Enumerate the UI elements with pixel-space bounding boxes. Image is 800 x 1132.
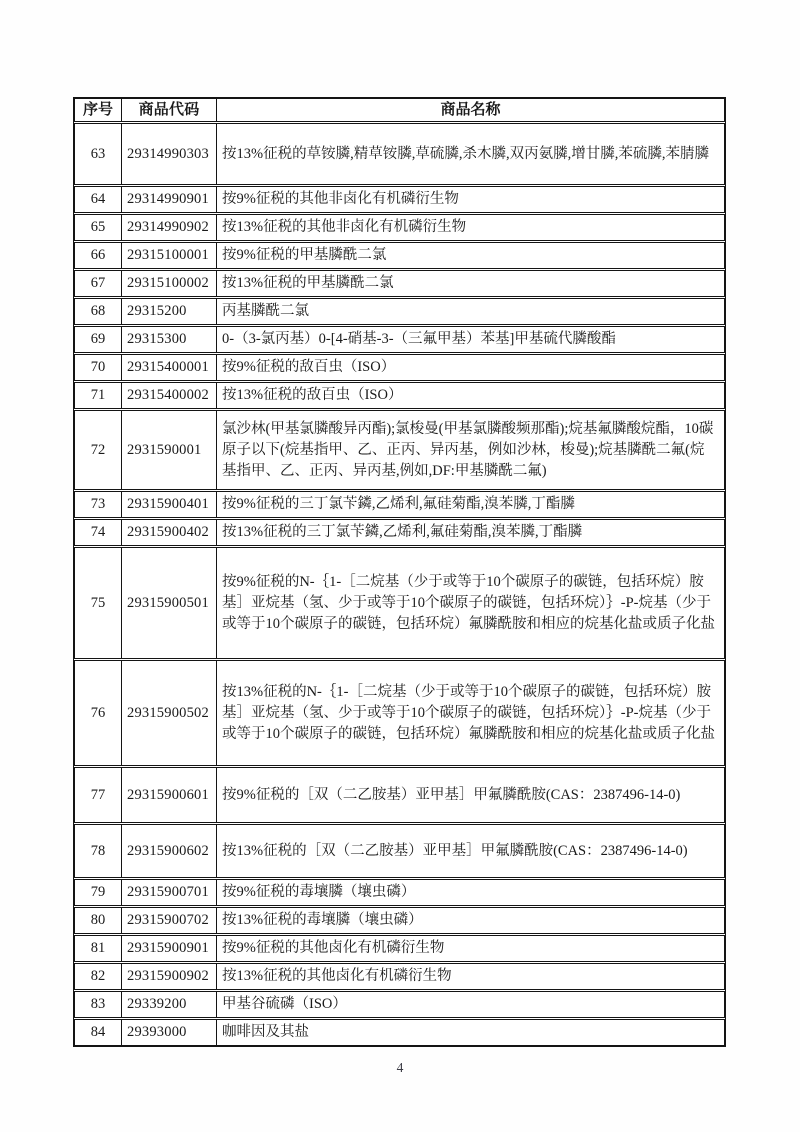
commodity-code-cell: 29315400002 (121, 382, 217, 409)
commodity-code-cell: 29314990901 (121, 186, 217, 213)
commodity-name-cell: 按9%征税的N-｛1-［二烷基（少于或等于10个碳原子的碳链，包括环烷）胺基］亚烷基（氢、少于或等于10个碳原子的碳链，包括环烷）｝-P-烷基（少于或等于10个碳原子的碳链，包括环烷）氟膦酰胺和相应的烷基化盐或质子化盐 (216, 547, 725, 659)
table-header-row (74, 98, 725, 122)
commodity-name-cell: 按9%征税的甲基膦酰二氯 (216, 242, 725, 269)
table-row (74, 963, 725, 990)
commodity-code-cell: 29315900702 (121, 907, 217, 934)
header-serial-number: 序号 (74, 98, 122, 122)
table-row (74, 214, 725, 241)
table-row (74, 270, 725, 297)
commodity-name-cell: 按9%征税的［双（二乙胺基）亚甲基］甲氟膦酰胺(CAS：2387496-14-0) (216, 767, 725, 823)
commodity-name-cell: 按9%征税的敌百虫（ISO） (216, 354, 725, 381)
serial-number-cell: 81 (74, 935, 122, 962)
commodity-name-cell: 按13%征税的草铵膦,精草铵膦,草硫膦,杀木膦,双丙氨膦,增甘膦,苯硫膦,苯腈膦 (216, 123, 725, 185)
table-row (74, 382, 725, 409)
serial-number-cell: 67 (74, 270, 122, 297)
commodity-code-cell: 2931590001 (121, 410, 217, 490)
commodity-code-cell: 29315100002 (121, 270, 217, 297)
commodity-code-cell: 29315900902 (121, 963, 217, 990)
commodity-name-cell: 按9%征税的毒壤膦（壤虫磷） (216, 879, 725, 906)
commodity-code-cell: 29393000 (121, 1019, 217, 1046)
serial-number-cell: 73 (74, 491, 122, 518)
serial-number-cell: 74 (74, 519, 122, 546)
table-row (74, 991, 725, 1018)
commodity-name-cell: 按9%征税的其他非卤化有机磷衍生物 (216, 186, 725, 213)
serial-number-cell: 83 (74, 991, 122, 1018)
table-row (74, 1019, 725, 1046)
serial-number-cell: 69 (74, 326, 122, 353)
serial-number-cell: 66 (74, 242, 122, 269)
table-row (74, 660, 725, 766)
commodity-name-cell: 按13%征税的三丁氯苄鏻,乙烯利,氟硅菊酯,溴苯膦,丁酯膦 (216, 519, 725, 546)
commodity-name-cell: 按13%征税的其他非卤化有机磷衍生物 (216, 214, 725, 241)
commodity-name-cell: 甲基谷硫磷（ISO） (216, 991, 725, 1018)
commodity-name-cell: 氯沙林(甲基氯膦酸异丙酯);氯梭曼(甲基氯膦酸频那酯);烷基氟膦酸烷酯，10碳原子以下(烷基指甲、乙、正丙、异丙基，例如沙林，梭曼);烷基膦酰二氟(烷基指甲、乙、正丙、异丙基,例如,DF:甲基膦酰二氟) (216, 410, 725, 490)
table-row (74, 354, 725, 381)
table-row (74, 491, 725, 518)
table-row (74, 298, 725, 325)
commodity-code-cell: 29315900701 (121, 879, 217, 906)
table-row (74, 824, 725, 878)
table-row (74, 547, 725, 659)
commodity-code-cell: 29315100001 (121, 242, 217, 269)
serial-number-cell: 65 (74, 214, 122, 241)
commodity-name-cell: 按9%征税的其他卤化有机磷衍生物 (216, 935, 725, 962)
commodity-code-cell: 29315900901 (121, 935, 217, 962)
commodity-code-cell: 29315900402 (121, 519, 217, 546)
serial-number-cell: 76 (74, 660, 122, 766)
commodity-code-cell: 29315200 (121, 298, 217, 325)
table-row (74, 935, 725, 962)
serial-number-cell: 64 (74, 186, 122, 213)
serial-number-cell: 71 (74, 382, 122, 409)
commodity-name-cell: 咖啡因及其盐 (216, 1019, 725, 1046)
serial-number-cell: 80 (74, 907, 122, 934)
commodity-table (73, 97, 726, 1047)
serial-number-cell: 63 (74, 123, 122, 185)
commodity-code-cell: 29315900502 (121, 660, 217, 766)
serial-number-cell: 70 (74, 354, 122, 381)
table-row (74, 242, 725, 269)
commodity-name-cell: 按13%征税的敌百虫（ISO） (216, 382, 725, 409)
commodity-code-cell: 29339200 (121, 991, 217, 1018)
commodity-code-cell: 29315900401 (121, 491, 217, 518)
commodity-name-cell: 按13%征税的其他卤化有机磷衍生物 (216, 963, 725, 990)
table-row (74, 123, 725, 185)
commodity-code-cell: 29314990303 (121, 123, 217, 185)
serial-number-cell: 72 (74, 410, 122, 490)
table-row (74, 767, 725, 823)
commodity-name-cell: 按13%征税的甲基膦酰二氯 (216, 270, 725, 297)
commodity-code-cell: 29315400001 (121, 354, 217, 381)
commodity-code-cell: 29315900501 (121, 547, 217, 659)
commodity-name-cell: 丙基膦酰二氯 (216, 298, 725, 325)
commodity-code-cell: 29315900601 (121, 767, 217, 823)
commodity-name-cell: 按13%征税的N-｛1-［二烷基（少于或等于10个碳原子的碳链，包括环烷）胺基］亚烷基（氢、少于或等于10个碳原子的碳链，包括环烷）｝-P-烷基（少于或等于10个碳原子的碳链，包括环烷）氟膦酰胺和相应的烷基化盐或质子化盐 (216, 660, 725, 766)
table-row (74, 326, 725, 353)
serial-number-cell: 78 (74, 824, 122, 878)
page-number: 4 (396, 1060, 404, 1075)
serial-number-cell: 75 (74, 547, 122, 659)
commodity-name-cell: 按13%征税的毒壤膦（壤虫磷） (216, 907, 725, 934)
serial-number-cell: 77 (74, 767, 122, 823)
commodity-name-cell: 0-（3-氯丙基）0-[4-硝基-3-（三氟甲基）苯基]甲基硫代膦酸酯 (216, 326, 725, 353)
table-row (74, 879, 725, 906)
header-commodity-code: 商品代码 (121, 98, 217, 122)
serial-number-cell: 79 (74, 879, 122, 906)
serial-number-cell: 84 (74, 1019, 122, 1046)
table-row (74, 186, 725, 213)
table-row (74, 410, 725, 490)
commodity-name-cell: 按9%征税的三丁氯苄鏻,乙烯利,氟硅菊酯,溴苯膦,丁酯膦 (216, 491, 725, 518)
commodity-code-cell: 29315900602 (121, 824, 217, 878)
table-row (74, 907, 725, 934)
header-commodity-name: 商品名称 (216, 98, 725, 122)
commodity-code-cell: 29314990902 (121, 214, 217, 241)
table-row (74, 519, 725, 546)
commodity-name-cell: 按13%征税的［双（二乙胺基）亚甲基］甲氟膦酰胺(CAS：2387496-14-0) (216, 824, 725, 878)
serial-number-cell: 82 (74, 963, 122, 990)
commodity-code-cell: 29315300 (121, 326, 217, 353)
serial-number-cell: 68 (74, 298, 122, 325)
